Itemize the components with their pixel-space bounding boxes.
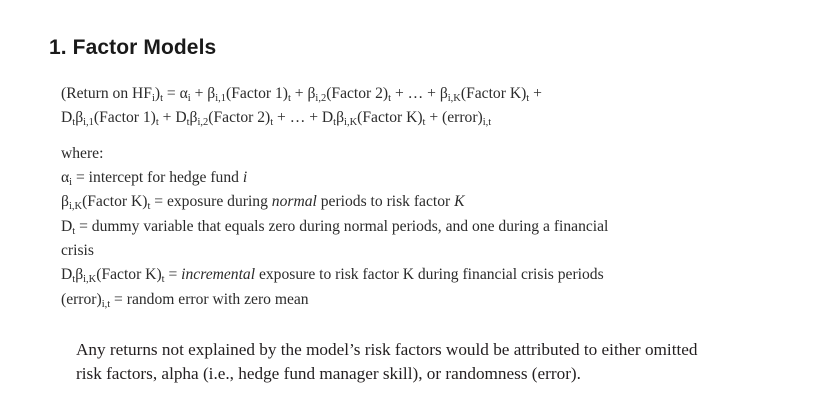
closing-paragraph-line-2: risk factors, alpha (i.e., hedge fund manager skill), or randomness (error). (76, 364, 581, 383)
subscript: i,K (344, 117, 358, 128)
text-run: β (189, 109, 198, 126)
subscript: i,K (83, 274, 97, 285)
text-run: (Factor K) (96, 266, 162, 283)
subscript: t (155, 117, 159, 128)
subscript: i,1 (215, 93, 227, 104)
subscript: i (69, 177, 73, 188)
text-run: β (336, 109, 345, 126)
subscript: i,t (101, 299, 111, 310)
text-run: (Factor K) (460, 85, 527, 102)
text-run: (Factor 2) (326, 85, 389, 102)
text-run: + β (190, 85, 216, 102)
subscript: t (526, 93, 530, 104)
subscript: t (186, 117, 190, 128)
where-label: where: (61, 145, 104, 162)
text-run: β (75, 109, 84, 126)
subscript: t (72, 274, 76, 285)
text-run: D (61, 266, 73, 283)
text-run: + … + β (391, 85, 448, 102)
text-run: = intercept for hedge fund (72, 169, 243, 186)
text-run: = (164, 266, 182, 283)
closing-paragraph-line-1: Any returns not explained by the model’s risk factors would be attributed to either omitted (76, 340, 698, 359)
text-run: D (61, 109, 73, 126)
subscript: t (422, 117, 426, 128)
text-run: + … + D (273, 109, 334, 126)
text-run: = exposure during (150, 193, 272, 210)
italic-text: K (454, 193, 465, 210)
text-run: D (61, 218, 73, 235)
subscript: t (333, 117, 337, 128)
subscript: i,2 (315, 93, 327, 104)
subscript: t (270, 117, 274, 128)
text-run: (error) (61, 291, 102, 308)
equation-line-1 (61, 85, 542, 103)
text-run: = random error with zero mean (110, 291, 309, 308)
subscript: t (72, 117, 76, 128)
subscript: i,2 (197, 117, 209, 128)
definition-error (61, 291, 309, 309)
subscript: t (147, 201, 151, 212)
text-run: β (75, 266, 84, 283)
section-heading: 1. Factor Models (49, 36, 217, 59)
text-run: = dummy variable that equals zero during normal periods, and one during a financial (75, 218, 609, 235)
subscript: i (151, 93, 155, 104)
text-run: (Factor 2) (208, 109, 271, 126)
equation-line-2 (61, 109, 491, 127)
text-run: β (61, 193, 69, 210)
definition-beta (61, 193, 465, 211)
text-run: + β (290, 85, 316, 102)
subscript: i,t (482, 117, 492, 128)
text-run: + (error) (425, 109, 483, 126)
text-run: (Factor K) (357, 109, 423, 126)
italic-text: normal (271, 193, 317, 210)
subscript: i,K (447, 93, 461, 104)
italic-text: incremental (181, 266, 256, 283)
subscript: i,1 (83, 117, 94, 128)
definition-incremental (61, 266, 604, 284)
text-run: crisis (61, 242, 94, 259)
subscript: i (187, 93, 191, 104)
definition-dummy-continued (61, 242, 94, 260)
definition-alpha (61, 169, 247, 187)
subscript: t (161, 274, 165, 285)
italic-text: i (242, 169, 248, 186)
text-run: ) (154, 85, 161, 102)
text-run: periods to risk factor (316, 193, 455, 210)
definition-dummy (61, 218, 608, 236)
text-run: α (61, 169, 70, 186)
text-run: (Return on HF (61, 85, 152, 102)
text-run: + (529, 85, 542, 102)
subscript: i,K (68, 201, 83, 212)
text-run: exposure to risk factor K during financial crisis periods (255, 266, 604, 283)
subscript: t (388, 93, 392, 104)
subscript: t (72, 226, 76, 237)
text-run: + D (158, 109, 187, 126)
subscript: t (287, 93, 291, 104)
text-run: = α (163, 85, 188, 102)
text-run: (Factor 1) (93, 109, 156, 126)
text-run: (Factor K) (82, 193, 148, 210)
subscript: t (160, 93, 164, 104)
text-run: (Factor 1) (226, 85, 288, 102)
